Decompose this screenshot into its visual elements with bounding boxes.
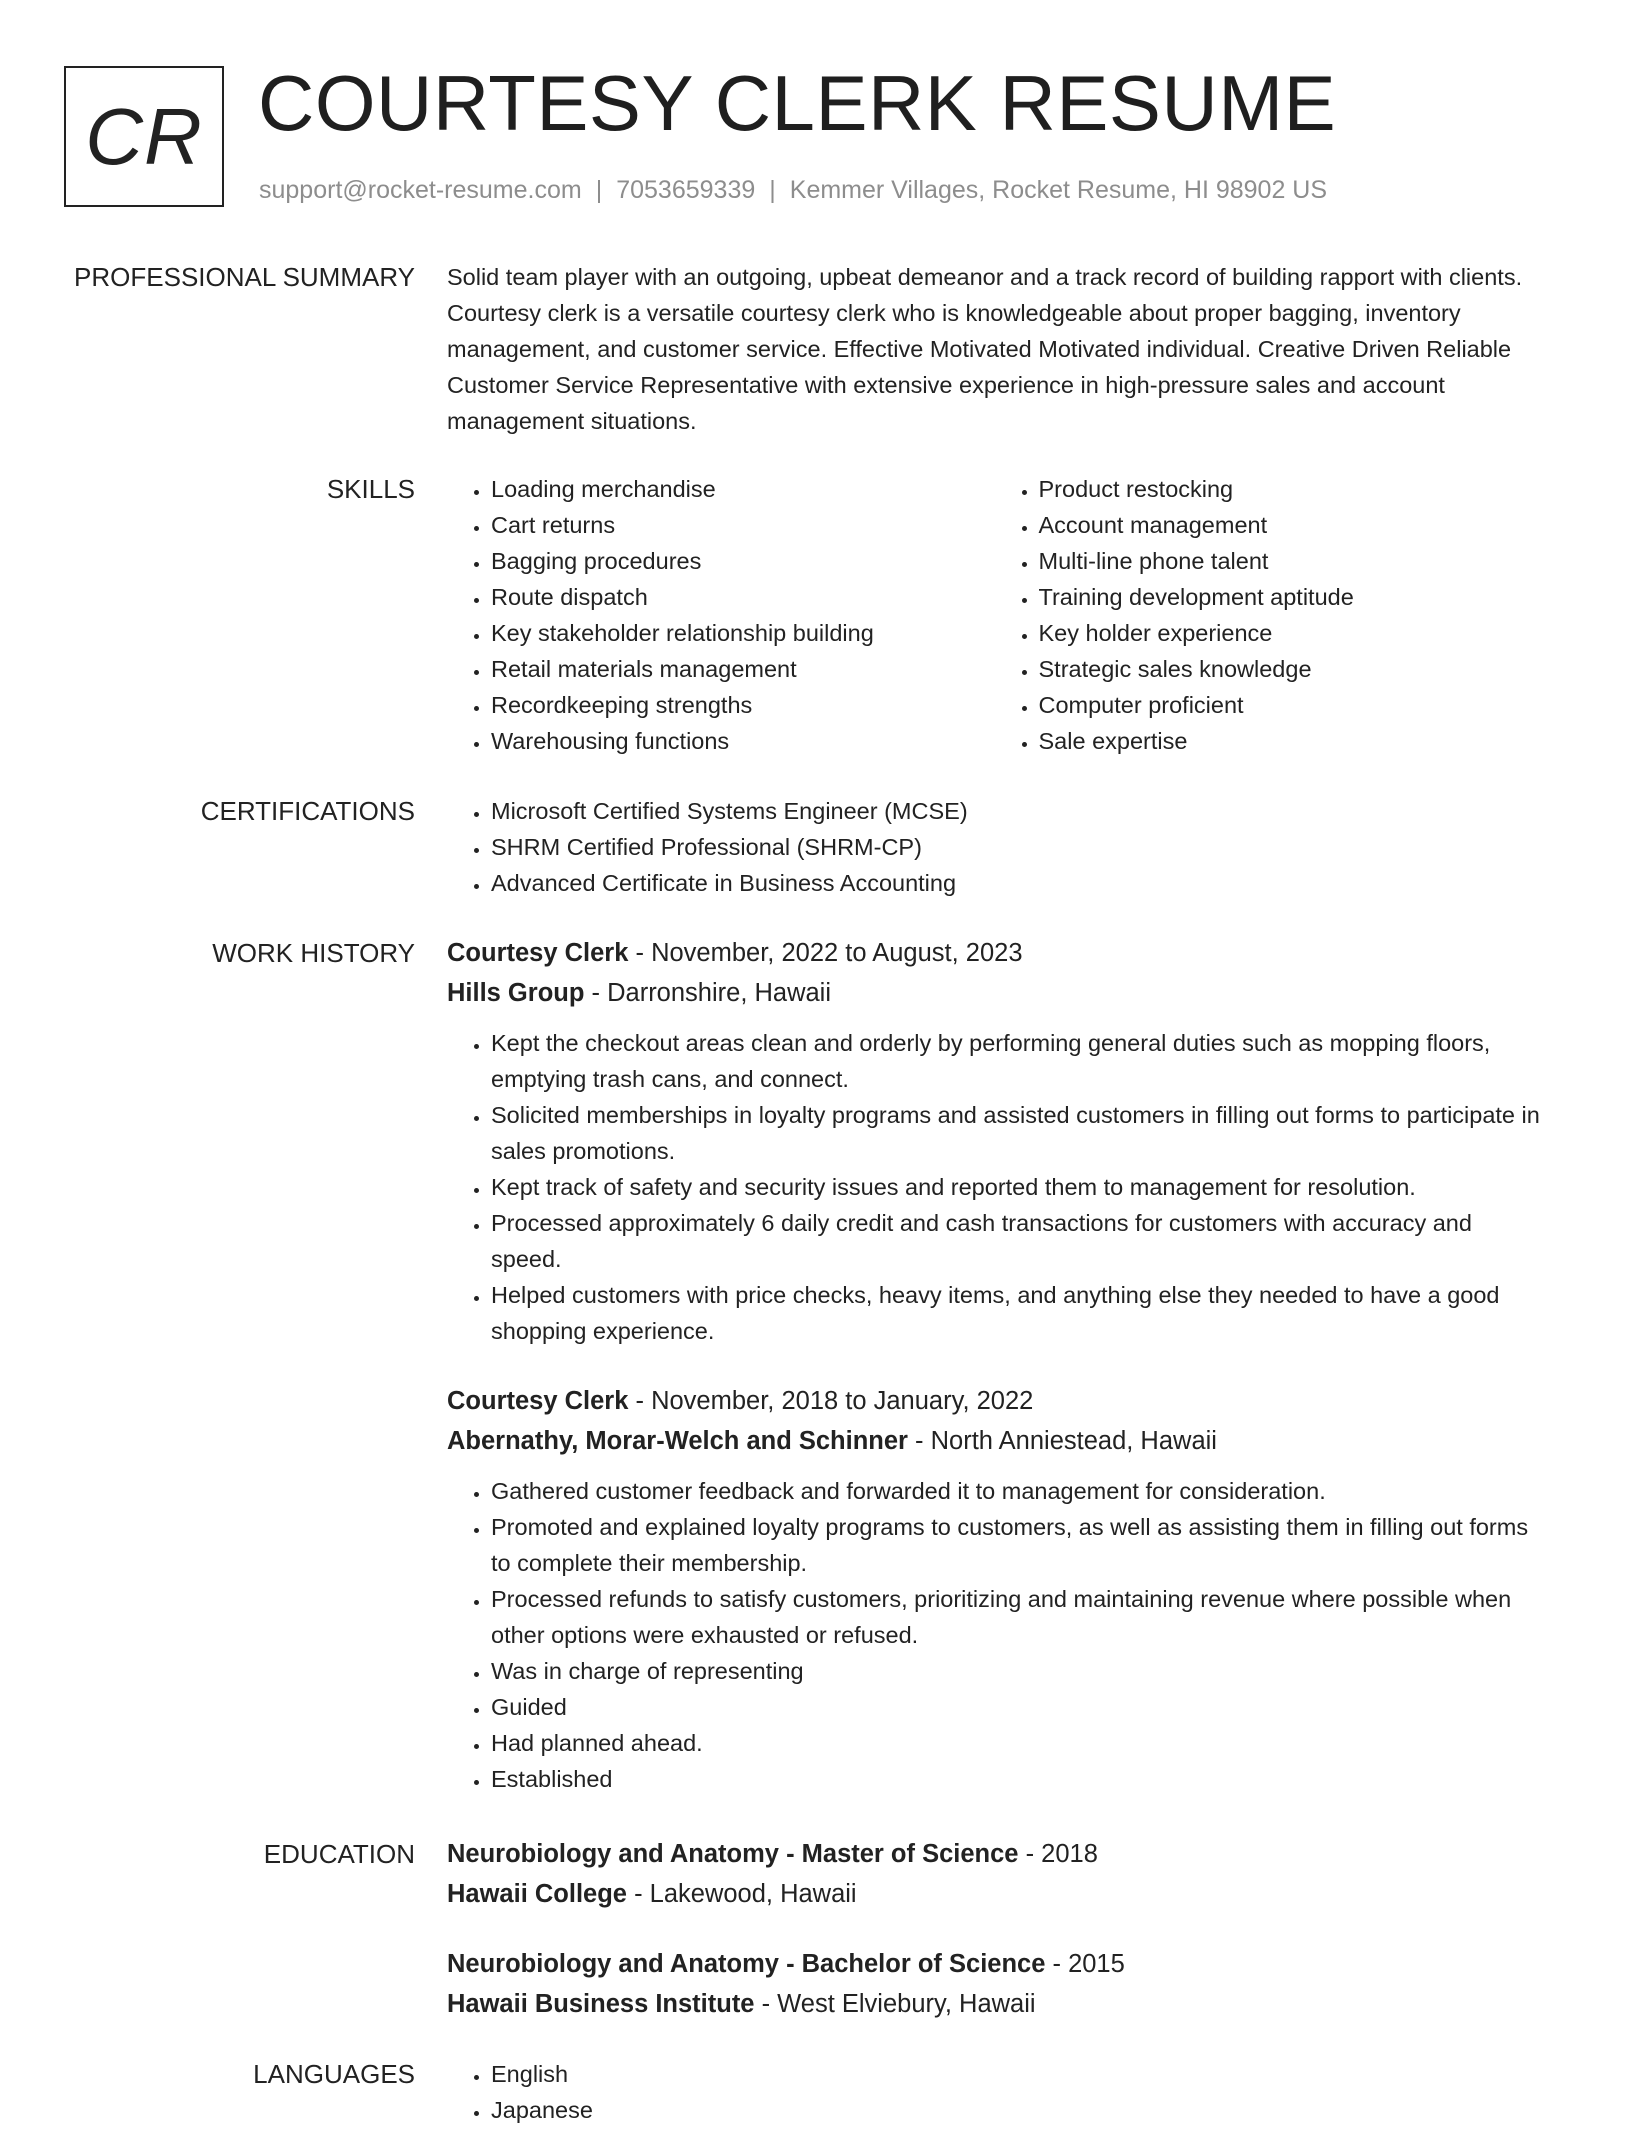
- skill-item: • Strategic sales knowledge: [1039, 651, 1543, 687]
- job-dates: - November, 2022 to August, 2023: [628, 939, 1023, 967]
- section-label-work-history: WORK HISTORY: [212, 938, 415, 968]
- job-company-line: [447, 1421, 1542, 1461]
- job-title: Courtesy Clerk: [447, 1387, 629, 1415]
- language-item: • English: [491, 2056, 1542, 2092]
- job-bullet: • Established: [491, 1761, 1542, 1797]
- certifications-body: [447, 793, 1542, 901]
- section-label-certifications: CERTIFICATIONS: [200, 796, 415, 826]
- skill-item: • Multi-line phone talent: [1039, 543, 1543, 579]
- job-bullet: • Solicited memberships in loyalty programs and assisted customers in filling out forms to participate in sales promotions.: [491, 1097, 1542, 1169]
- skills-list-right: [995, 471, 1543, 759]
- skill-item: • Route dispatch: [491, 579, 995, 615]
- skill-item: • Recordkeeping strengths: [491, 687, 995, 723]
- section-label-languages: LANGUAGES: [253, 2059, 415, 2089]
- contact-phone[interactable]: 7053659339: [616, 176, 756, 204]
- education-degree-line: [447, 1834, 1542, 1874]
- skill-item: • Product restocking: [1039, 471, 1543, 507]
- job-bullet: • Helped customers with price checks, heavy items, and anything else they needed to have a good shopping experience.: [491, 1277, 1542, 1349]
- education-year: - 2015: [1045, 1950, 1125, 1978]
- job-bullet: • Processed approximately 6 daily credit and cash transactions for customers with accuracy and speed.: [491, 1205, 1542, 1277]
- job-company-line: [447, 973, 1542, 1013]
- skill-item: • Sale expertise: [1039, 723, 1543, 759]
- contact-email[interactable]: support@rocket-resume.com: [259, 176, 582, 204]
- skill-item: • Bagging procedures: [491, 543, 995, 579]
- contact-separator: |: [595, 176, 603, 204]
- languages-body: [447, 2056, 1542, 2128]
- skill-item: • Warehousing functions: [491, 723, 995, 759]
- skills-columns: [447, 471, 1542, 759]
- education-degree: Neurobiology and Anatomy - Bachelor of Science: [447, 1950, 1046, 1978]
- skill-item: • Key holder experience: [1039, 615, 1543, 651]
- contact-line: [259, 176, 1327, 205]
- education-degree-line: [447, 1944, 1542, 1984]
- job-bullet: • Processed refunds to satisfy customers, prioritizing and maintaining revenue where possible when other options were exhausted or refused.: [491, 1581, 1542, 1653]
- education-body: [447, 1834, 1542, 2024]
- skills-list-left: [447, 471, 995, 759]
- education-school-line: [447, 1984, 1542, 2024]
- certification-item: • SHRM Certified Professional (SHRM-CP): [491, 829, 1542, 865]
- job-bullet: • Guided: [491, 1689, 1542, 1725]
- section-label-summary: PROFESSIONAL SUMMARY: [74, 262, 415, 292]
- education-school: Hawaii Business Institute: [447, 1990, 755, 2018]
- education-entry: [447, 1834, 1542, 1914]
- certification-item: • Advanced Certificate in Business Accounting: [491, 865, 1542, 901]
- job-title: Courtesy Clerk: [447, 939, 629, 967]
- job-bullet: • Gathered customer feedback and forwarded it to management for consideration.: [491, 1473, 1542, 1509]
- summary-text: Solid team player with an outgoing, upbeat demeanor and a track record of building rapport with clients. Courtesy clerk is a versatile courtesy clerk who is knowledgeable about proper bagging, inventory management, and customer service. Effective Motivated Motivated individual. Creative Driven Reliable Customer Service Representative with extensive experience in high-pressure sales and account management situations.: [447, 264, 1523, 434]
- job-bullet: • Was in charge of representing: [491, 1653, 1542, 1689]
- skill-item: • Retail materials management: [491, 651, 995, 687]
- skill-item: • Key stakeholder relationship building: [491, 615, 995, 651]
- work-history-body: [447, 933, 1542, 1797]
- section-label-skills: SKILLS: [326, 474, 415, 504]
- job-bullet: • Had planned ahead.: [491, 1725, 1542, 1761]
- certification-item: • Microsoft Certified Systems Engineer (MCSE): [491, 793, 1542, 829]
- contact-separator: |: [769, 176, 776, 204]
- skill-item: • Account management: [1039, 507, 1543, 543]
- job-dates: - November, 2018 to January, 2022: [628, 1387, 1034, 1415]
- job-bullet-list: [447, 1025, 1542, 1349]
- education-school-line: [447, 1874, 1542, 1914]
- job-entry: [447, 933, 1542, 1349]
- education-degree: Neurobiology and Anatomy - Master of Science: [447, 1840, 1019, 1868]
- skill-item: • Training development aptitude: [1039, 579, 1543, 615]
- skill-item: • Loading merchandise: [491, 471, 995, 507]
- monogram-badge: CR: [64, 66, 224, 207]
- education-location: - Lakewood, Hawaii: [626, 1880, 857, 1908]
- job-bullet-list: [447, 1473, 1542, 1797]
- job-bullet: • Kept track of safety and security issues and reported them to management for resolution.: [491, 1169, 1542, 1205]
- job-bullet: • Kept the checkout areas clean and orderly by performing general duties such as mopping floors, emptying trash cans, and connect.: [491, 1025, 1542, 1097]
- education-school: Hawaii College: [447, 1880, 627, 1908]
- education-location: - West Elviebury, Hawaii: [754, 1990, 1036, 2018]
- skill-item: • Cart returns: [491, 507, 995, 543]
- job-location: - Darronshire, Hawaii: [584, 979, 832, 1007]
- job-bullet: • Promoted and explained loyalty programs to customers, as well as assisting them in filling out forms to complete their membership.: [491, 1509, 1542, 1581]
- contact-address: Kemmer Villages, Rocket Resume, HI 98902 US: [789, 176, 1328, 204]
- job-title-line: [447, 933, 1542, 973]
- certifications-list: [447, 793, 1542, 901]
- section-label-education: EDUCATION: [263, 1839, 415, 1869]
- job-company: Abernathy, Morar-Welch and Schinner: [447, 1427, 908, 1455]
- languages-list: [447, 2056, 1542, 2128]
- job-company: Hills Group: [447, 979, 585, 1007]
- skill-item: • Computer proficient: [1039, 687, 1543, 723]
- education-year: - 2018: [1018, 1840, 1098, 1868]
- language-item: • Japanese: [491, 2092, 1542, 2128]
- job-title-line: [447, 1381, 1542, 1421]
- education-entry: [447, 1944, 1542, 2024]
- resume-title: COURTESY CLERK RESUME: [258, 59, 1337, 147]
- job-entry: [447, 1381, 1542, 1797]
- job-location: - North Anniestead, Hawaii: [907, 1427, 1217, 1455]
